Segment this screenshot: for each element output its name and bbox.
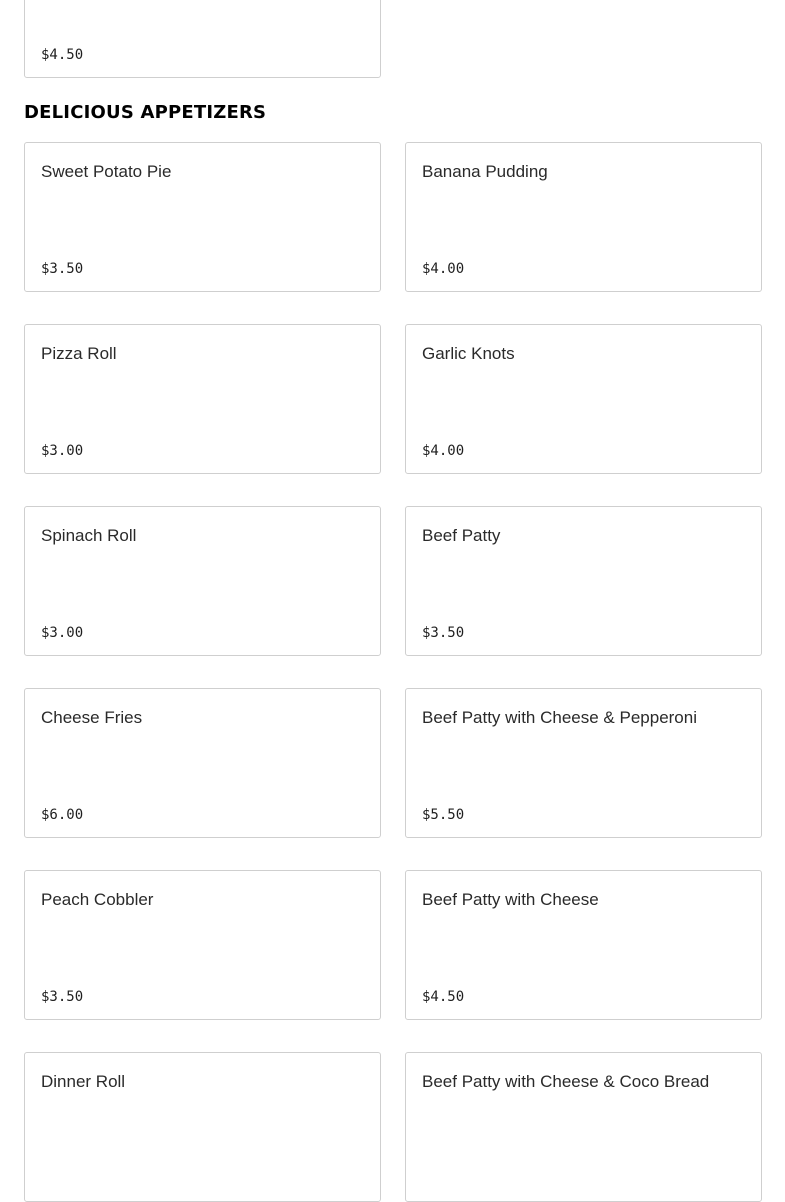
menu-item-card[interactable] <box>405 870 762 1020</box>
menu-item-name: Garlic Knots <box>422 344 515 363</box>
menu-item-card[interactable] <box>24 0 381 78</box>
menu-item-name: Spinach Roll <box>41 526 137 545</box>
menu-item-name: Beef Patty with Cheese <box>422 890 599 909</box>
menu-item-card[interactable] <box>24 142 381 292</box>
menu-item-card[interactable] <box>405 688 762 838</box>
menu-item-card[interactable] <box>24 688 381 838</box>
menu-item-price: $4.50 <box>41 47 84 63</box>
menu-item-card[interactable] <box>24 506 381 656</box>
menu-item-price: $4.50 <box>422 989 465 1005</box>
menu-item-name: Beef Patty with Cheese & Pepperoni <box>422 708 697 727</box>
menu-item-card[interactable] <box>24 324 381 474</box>
menu-item-name: Banana Pudding <box>422 162 548 181</box>
menu-item-price: $3.00 <box>41 625 84 641</box>
menu-item-card[interactable] <box>405 324 762 474</box>
menu-item-name: Pizza Roll <box>41 344 117 363</box>
menu-item-card[interactable] <box>405 1052 762 1202</box>
menu-item-name: Beef Patty <box>422 526 501 545</box>
menu-item-price: $3.50 <box>41 261 84 277</box>
menu-item-card[interactable] <box>24 870 381 1020</box>
menu-item-card[interactable] <box>405 142 762 292</box>
menu-item-name: Dinner Roll <box>41 1072 126 1091</box>
menu-item-price: $4.00 <box>422 443 465 459</box>
menu-item-name: Sweet Potato Pie <box>41 162 172 181</box>
menu-item-card[interactable] <box>24 1052 381 1202</box>
menu-item-price: $4.00 <box>422 261 465 277</box>
section-title: DELICIOUS APPETIZERS <box>24 102 267 123</box>
menu-item-price: $3.50 <box>41 989 84 1005</box>
menu-item-price: $3.50 <box>422 625 465 641</box>
menu-item-name: Peach Cobbler <box>41 890 154 909</box>
menu-item-price: $5.50 <box>422 807 465 823</box>
menu-item-name: Cheese Fries <box>41 708 143 727</box>
menu-item-price: $3.00 <box>41 443 84 459</box>
menu-item-card[interactable] <box>405 506 762 656</box>
menu-item-name: Beef Patty with Cheese & Coco Bread <box>422 1072 710 1091</box>
menu-item-price: $6.00 <box>41 807 84 823</box>
